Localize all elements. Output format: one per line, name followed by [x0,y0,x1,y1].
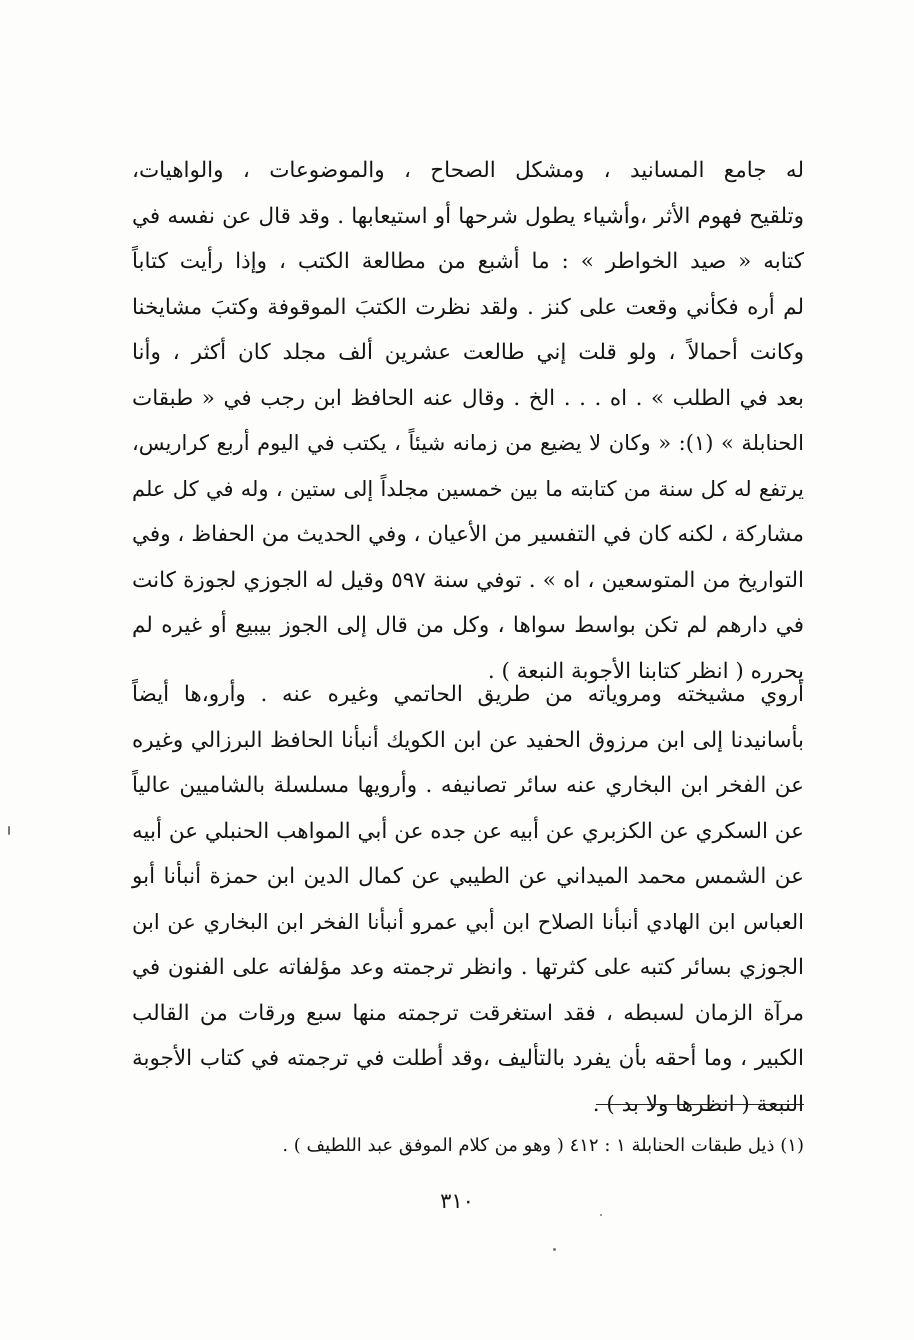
footnote: (١) ذيل طبقات الحنابلة ١ : ٤١٢ ( وهو من كلام الموفق عبد اللطيف ) . [282,1135,804,1156]
text-line: يحرره ( انظر كتابنا الأجوبة النبعة ) . [487,658,804,684]
text-line: له جامع المسانيد ، ومشكل الصحاح ، والموضوعات ، والواهيات، [132,158,804,183]
footnote-separator [596,1104,804,1105]
text-line: وكانت أحمالاً ، ولو قلت إني طالعت عشرين ألف مجلد كان أكثر ، وأنا [132,340,804,365]
text-line: كتابه « صيد الخواطر » : ما أشبع من مطالعة الكتب ، وإذا رأيت كتاباً [132,249,804,274]
text-line: الكبير ، وما أحقه بأن يفرد بالتأليف ،وقد أطلت في ترجمته في كتاب الأجوبة [132,1046,804,1071]
text-line: أروي مشيخته ومروياته من طريق الحاتمي وغيره عنه . وأرو،ها أيضاً [132,682,804,707]
text-line: يرتفع له كل سنة من كتابته ما بين خمسين مجلداً إلى ستين ، وله في كل علم [132,476,804,501]
scan-speck [600,1214,602,1216]
text-line: بعد في الطلب » . اه . . . الخ . وقال عنه الحافظ ابن رجب في « طبقات [132,385,804,411]
text-line: بأسانيدنا إلى ابن مرزوق الحفيد عن ابن الكويك أنبأنا الحافظ البرزالي وغيره [132,727,804,753]
text-line: لم أره فكأني وقعت على كنز . ولقد نظرت الكتبَ الموقوفة وكتبَ مشايخنا [132,294,804,320]
text-line: عن السكري عن الكزبري عن أبيه عن جده عن أبي المواهب الحنبلي عن أبيه [132,818,804,844]
scan-speck [553,1248,556,1251]
text-line: الحنابلة » (١): « وكان لا يضيع من زمانه شيئاً ، يكتب في اليوم أربع كراريس، [132,431,804,455]
text-line: النبعة ( انظرها ولا بد ) . [592,1091,804,1117]
text-line: مشاركة ، لكنه كان في التفسير من الأعيان ، وفي الحديث من الحفاظ ، وفي [132,522,804,547]
text-line: عن الفخر ابن البخاري عنه سائر تصانيفه . وأرويها مسلسلة بالشاميين عالياً [132,773,804,798]
paragraph-chain-of-narration [132,672,804,1127]
text-line: مرآة الزمان لسبطه ، فقد استغرقت ترجمته منها سبع ورقات من القالب [132,1000,804,1026]
text-line: التواريخ من المتوسعين ، اه » . توفي سنة ٥٩٧ وقيل له الجوزي لجوزة كانت [132,567,804,593]
scan-speck [8,826,10,835]
text-line: عن الشمس محمد الميداني عن الطيبي عن كمال الدين ابن حمزة أنبأنا أبو [132,864,804,889]
text-line: الجوزي بسائر كتبه على كثرتها . وانظر ترجمته وعد مؤلفاته على الفنون في [132,955,804,980]
text-line: وتلقيح فهوم الأثر ،وأشياء يطول شرحها أو استيعابها . وقد قال عن نفسه في [132,203,804,229]
text-line: العباس ابن الهادي أنبأنا الصلاح ابن أبي عمرو أنبأنا الفخر ابن البخاري عن ابن [132,909,804,934]
page-number: ٣١٠ [440,1189,474,1213]
paragraph-ibn-jawzi-works [132,148,804,694]
text-line: في دارهم لم تكن بواسط سواها ، وكل من قال إلى الجوز بيبيع أو غيره لم [132,613,804,638]
